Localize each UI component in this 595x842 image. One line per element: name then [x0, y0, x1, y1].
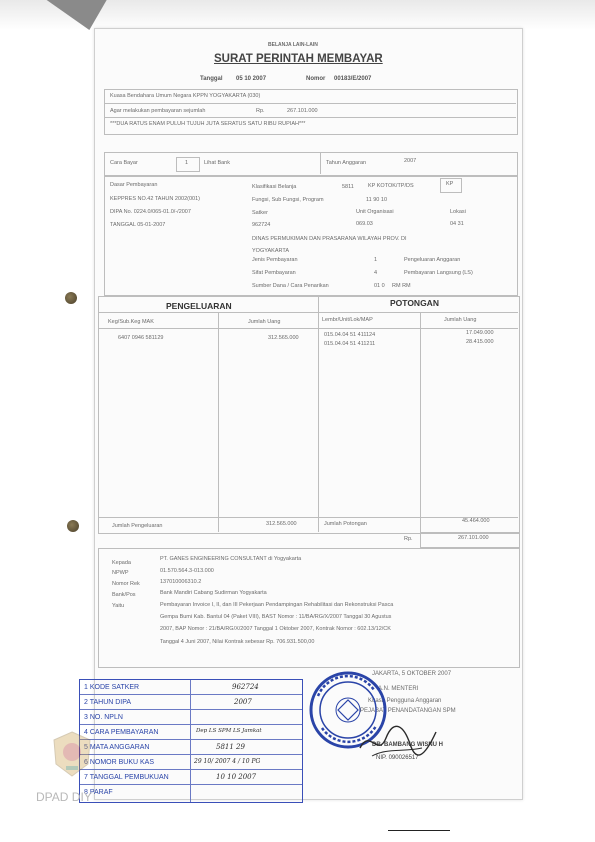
yaitu-line-4: Tanggal 4 Juni 2007, Nilai Kontrak sebesar Rp. 706.931.500,00 — [160, 639, 315, 645]
dipa-date: TANGGAL 05-01-2007 — [110, 222, 166, 228]
net-amount-value: 267.101.000 — [458, 535, 489, 541]
sumber-dana-label: Sumber Dana / Cara Penarikan — [252, 283, 329, 289]
yaitu-label: Yaitu — [112, 603, 125, 609]
stamp-row-line — [80, 784, 302, 785]
bank-value: Bank Mandiri Cabang Sudirman Yogyakarta — [160, 590, 267, 596]
potongan-row-2-amount: 28.415.000 — [466, 339, 494, 345]
table-total-line — [98, 517, 518, 518]
stamp-value-6: 29 10/ 2007 4 / 10 PG — [194, 758, 261, 765]
dasar-pembayaran-label: Dasar Pembayaran — [110, 182, 158, 188]
stamp-label-4: 4 CARA PEMBAYARAN — [84, 729, 159, 736]
dpad-logo-icon — [50, 730, 94, 778]
punch-hole-bottom — [67, 520, 79, 532]
sifat-pembayaran-label: Sifat Pembayaran — [252, 270, 296, 276]
signature-line-1: A.N. MENTERI — [378, 686, 419, 692]
signature-place-date: JAKARTA, 5 OKTOBER 2007 — [372, 671, 452, 677]
pengeluaran-heading: PENGELUARAN — [166, 301, 232, 311]
document-title: SURAT PERINTAH MEMBAYAR — [214, 53, 383, 65]
jenis-pembayaran-num: 1 — [374, 257, 378, 263]
stamp-label-7: 7 TANGGAL PEMBUKUAN — [84, 774, 169, 781]
cara-bayar-label: Cara Bayar — [110, 160, 138, 166]
dipa-text: DIPA No. 0224.0/065-01.0/-/2007 — [110, 209, 191, 215]
payment-type-divider — [320, 152, 321, 174]
stamp-row-line — [80, 739, 302, 740]
amount-in-words: ***DUA RATUS ENAM PULUH TUJUH JUTA SERATUS SATU RIBU RUPIAH*** — [110, 121, 306, 127]
rekening-label: Nomor Rek — [112, 581, 140, 587]
tahun-anggaran-value: 2007 — [404, 158, 417, 164]
rekening-value: 137010006310.2 — [160, 579, 202, 585]
stamp-value-1: 962724 — [232, 683, 259, 691]
potongan-row-1-code: 015.04.04 51 411124 — [324, 332, 376, 338]
sifat-pembayaran-text: Pembayaran Langsung (LS) — [404, 270, 473, 276]
sumber-dana-extra: RM RM — [392, 283, 411, 289]
signatory-name: DR. BAMBANG WISNU H — [372, 742, 443, 748]
cara-bayar-value: 1 — [185, 160, 189, 166]
unit-organisasi-value: 069.03 — [356, 221, 373, 227]
dinas-line-2: YOGYAKARTA — [252, 248, 289, 254]
number-value: 00183/E/2007 — [334, 76, 372, 82]
instruction-divider-1 — [104, 103, 516, 104]
pengeluaran-row-code: 6407 0946 581129 — [118, 335, 164, 341]
potongan-col-divider — [420, 312, 421, 532]
payment-type-box — [104, 152, 518, 176]
footer-rule — [388, 830, 450, 831]
yaitu-line-3: 2007, BAP Nomor : 21/BA/RG/X/2007 Tanggal 1 Oktober 2007, Kontrak Nomor : 602.13/12/CK — [160, 626, 391, 632]
kepada-value: PT. GANES ENGINEERING CONSULTANT di Yogyakarta — [160, 556, 302, 562]
pengeluaran-row-amount: 312.565.000 — [268, 335, 299, 341]
stamp-label-8: 8 PARAF — [84, 789, 113, 796]
satker-value: 962724 — [252, 222, 271, 228]
keppres-text: KEPPRES NO.42 TAHUN 2002(001) — [110, 196, 200, 202]
stamp-row-line — [80, 724, 302, 725]
klasifikasi-label: Klasifikasi Belanja — [252, 184, 297, 190]
stamp-row-line — [80, 694, 302, 695]
pengeluaran-col-amount: Jumlah Uang — [248, 319, 281, 325]
potongan-col-code: Lembr/Unit/Lok/MAP — [322, 317, 373, 323]
yaitu-line-1: Pembayaran Invoice I, II, dan III Pekerjaan Pendampingan Rehabilitasi dan Rekonstruksi Pasca — [160, 602, 394, 608]
date-value: 05 10 2007 — [236, 76, 267, 82]
header-kicker: BELANJA LAIN-LAIN — [268, 42, 318, 48]
fungsi-value: 11 90 10 — [366, 197, 388, 203]
number-label: Nomor — [306, 76, 326, 82]
potongan-row-2-code: 015.04.04 51 411211 — [324, 341, 376, 347]
punch-hole-top — [65, 292, 77, 304]
pengeluaran-col-divider — [218, 312, 219, 532]
jenis-pembayaran-label: Jenis Pembayaran — [252, 257, 298, 263]
signature-line-3: PEJABAT PENANDATANGAN SPM — [360, 708, 456, 714]
stamp-label-6: 6 NOMOR BUKU KAS — [84, 759, 155, 766]
treasury-stamp-panel — [79, 679, 303, 803]
npwp-label: NPWP — [112, 570, 129, 576]
stamp-value-5: 5811 29 — [216, 743, 245, 751]
lokasi-value: 04 31 — [450, 221, 464, 227]
pengeluaran-total-value: 312.565.000 — [266, 521, 297, 527]
instruction-divider-2 — [104, 117, 516, 118]
stamp-value-4: Dep LS SPM LS Jamkat — [196, 728, 262, 734]
bank-label: Bank/Pos — [112, 592, 136, 598]
stamp-value-7: 10 10 2007 — [216, 773, 257, 781]
signature-line-2: Kuasa Pengguna Anggaran — [368, 698, 442, 704]
potongan-total-label: Jumlah Potongan — [324, 521, 367, 527]
instruction-amount: 267.101.000 — [287, 108, 318, 114]
satker-label: Satker — [252, 210, 268, 216]
instruction-amount-label: Agar melakukan pembayaran sejumlah — [110, 108, 206, 114]
stamp-row-line — [80, 709, 302, 710]
stamp-label-5: 5 MATA ANGGARAN — [84, 744, 150, 751]
klasifikasi-box-value: KP — [446, 181, 454, 187]
kepada-label: Kepada — [112, 560, 131, 566]
sifat-pembayaran-num: 4 — [374, 270, 378, 276]
net-amount-label: Rp. — [404, 536, 413, 542]
potongan-heading: POTONGAN — [390, 298, 439, 308]
sumber-dana-value: 01 0 — [374, 283, 385, 289]
potongan-total-value: 45.464.000 — [462, 518, 490, 524]
klasifikasi-code: 5811 — [342, 184, 354, 190]
klasifikasi-extra: KP KOTOK/TP/DS — [368, 183, 414, 189]
stamp-value-2: 2007 — [234, 698, 252, 706]
expense-table — [98, 296, 520, 534]
instruction-currency: Rp. — [256, 108, 265, 114]
stamp-col-line — [190, 680, 191, 802]
npwp-value: 01.570.564.3-013.000 — [160, 568, 214, 574]
jenis-pembayaran-text: Pengeluaran Anggaran — [404, 257, 461, 263]
stamp-row-line — [80, 769, 302, 770]
unit-organisasi-label: Unit Organisasi — [356, 209, 394, 215]
table-colhead-line — [98, 328, 518, 329]
stamp-label-2: 2 TAHUN DIPA — [84, 699, 132, 706]
date-label: Tanggal — [200, 76, 223, 82]
watermark-text: DPAD DIY — [36, 790, 92, 804]
yaitu-line-2: Gempa Bumi Kab. Bantul 04 (Paket VIII), BAST Nomor : 11/BA/RG/X/2007 Tanggal 30 Agustus — [160, 614, 392, 620]
signature-scribble-icon — [352, 718, 442, 766]
lokasi-label: Lokasi — [450, 209, 466, 215]
dinas-line-1: DINAS PERMUKIMAN DAN PRASARANA WILAYAH PROV. DI — [252, 236, 407, 242]
stamp-label-3: 3 NO. NPLN — [84, 714, 123, 721]
stamp-row-line — [80, 754, 302, 755]
potongan-row-1-amount: 17.049.000 — [466, 330, 494, 336]
table-center-divider — [318, 296, 319, 532]
table-header-line — [98, 312, 518, 313]
signatory-nip: NIP. 090026517 — [376, 755, 419, 761]
pengeluaran-total-label: Jumlah Pengeluaran — [112, 523, 163, 529]
instruction-line-1: Kuasa Bendahara Umum Negara KPPN YOGYAKARTA (030) — [110, 93, 261, 99]
fungsi-label: Fungsi, Sub Fungsi, Program — [252, 197, 324, 203]
cara-bayar-text: Lihat Bank — [204, 160, 230, 166]
tahun-anggaran-label: Tahun Anggaran — [326, 160, 367, 166]
stamp-label-1: 1 KODE SATKER — [84, 684, 140, 691]
pengeluaran-col-code: Keg/Sub.Keg MAK — [108, 319, 154, 325]
potongan-col-amount: Jumlah Uang — [444, 317, 477, 323]
